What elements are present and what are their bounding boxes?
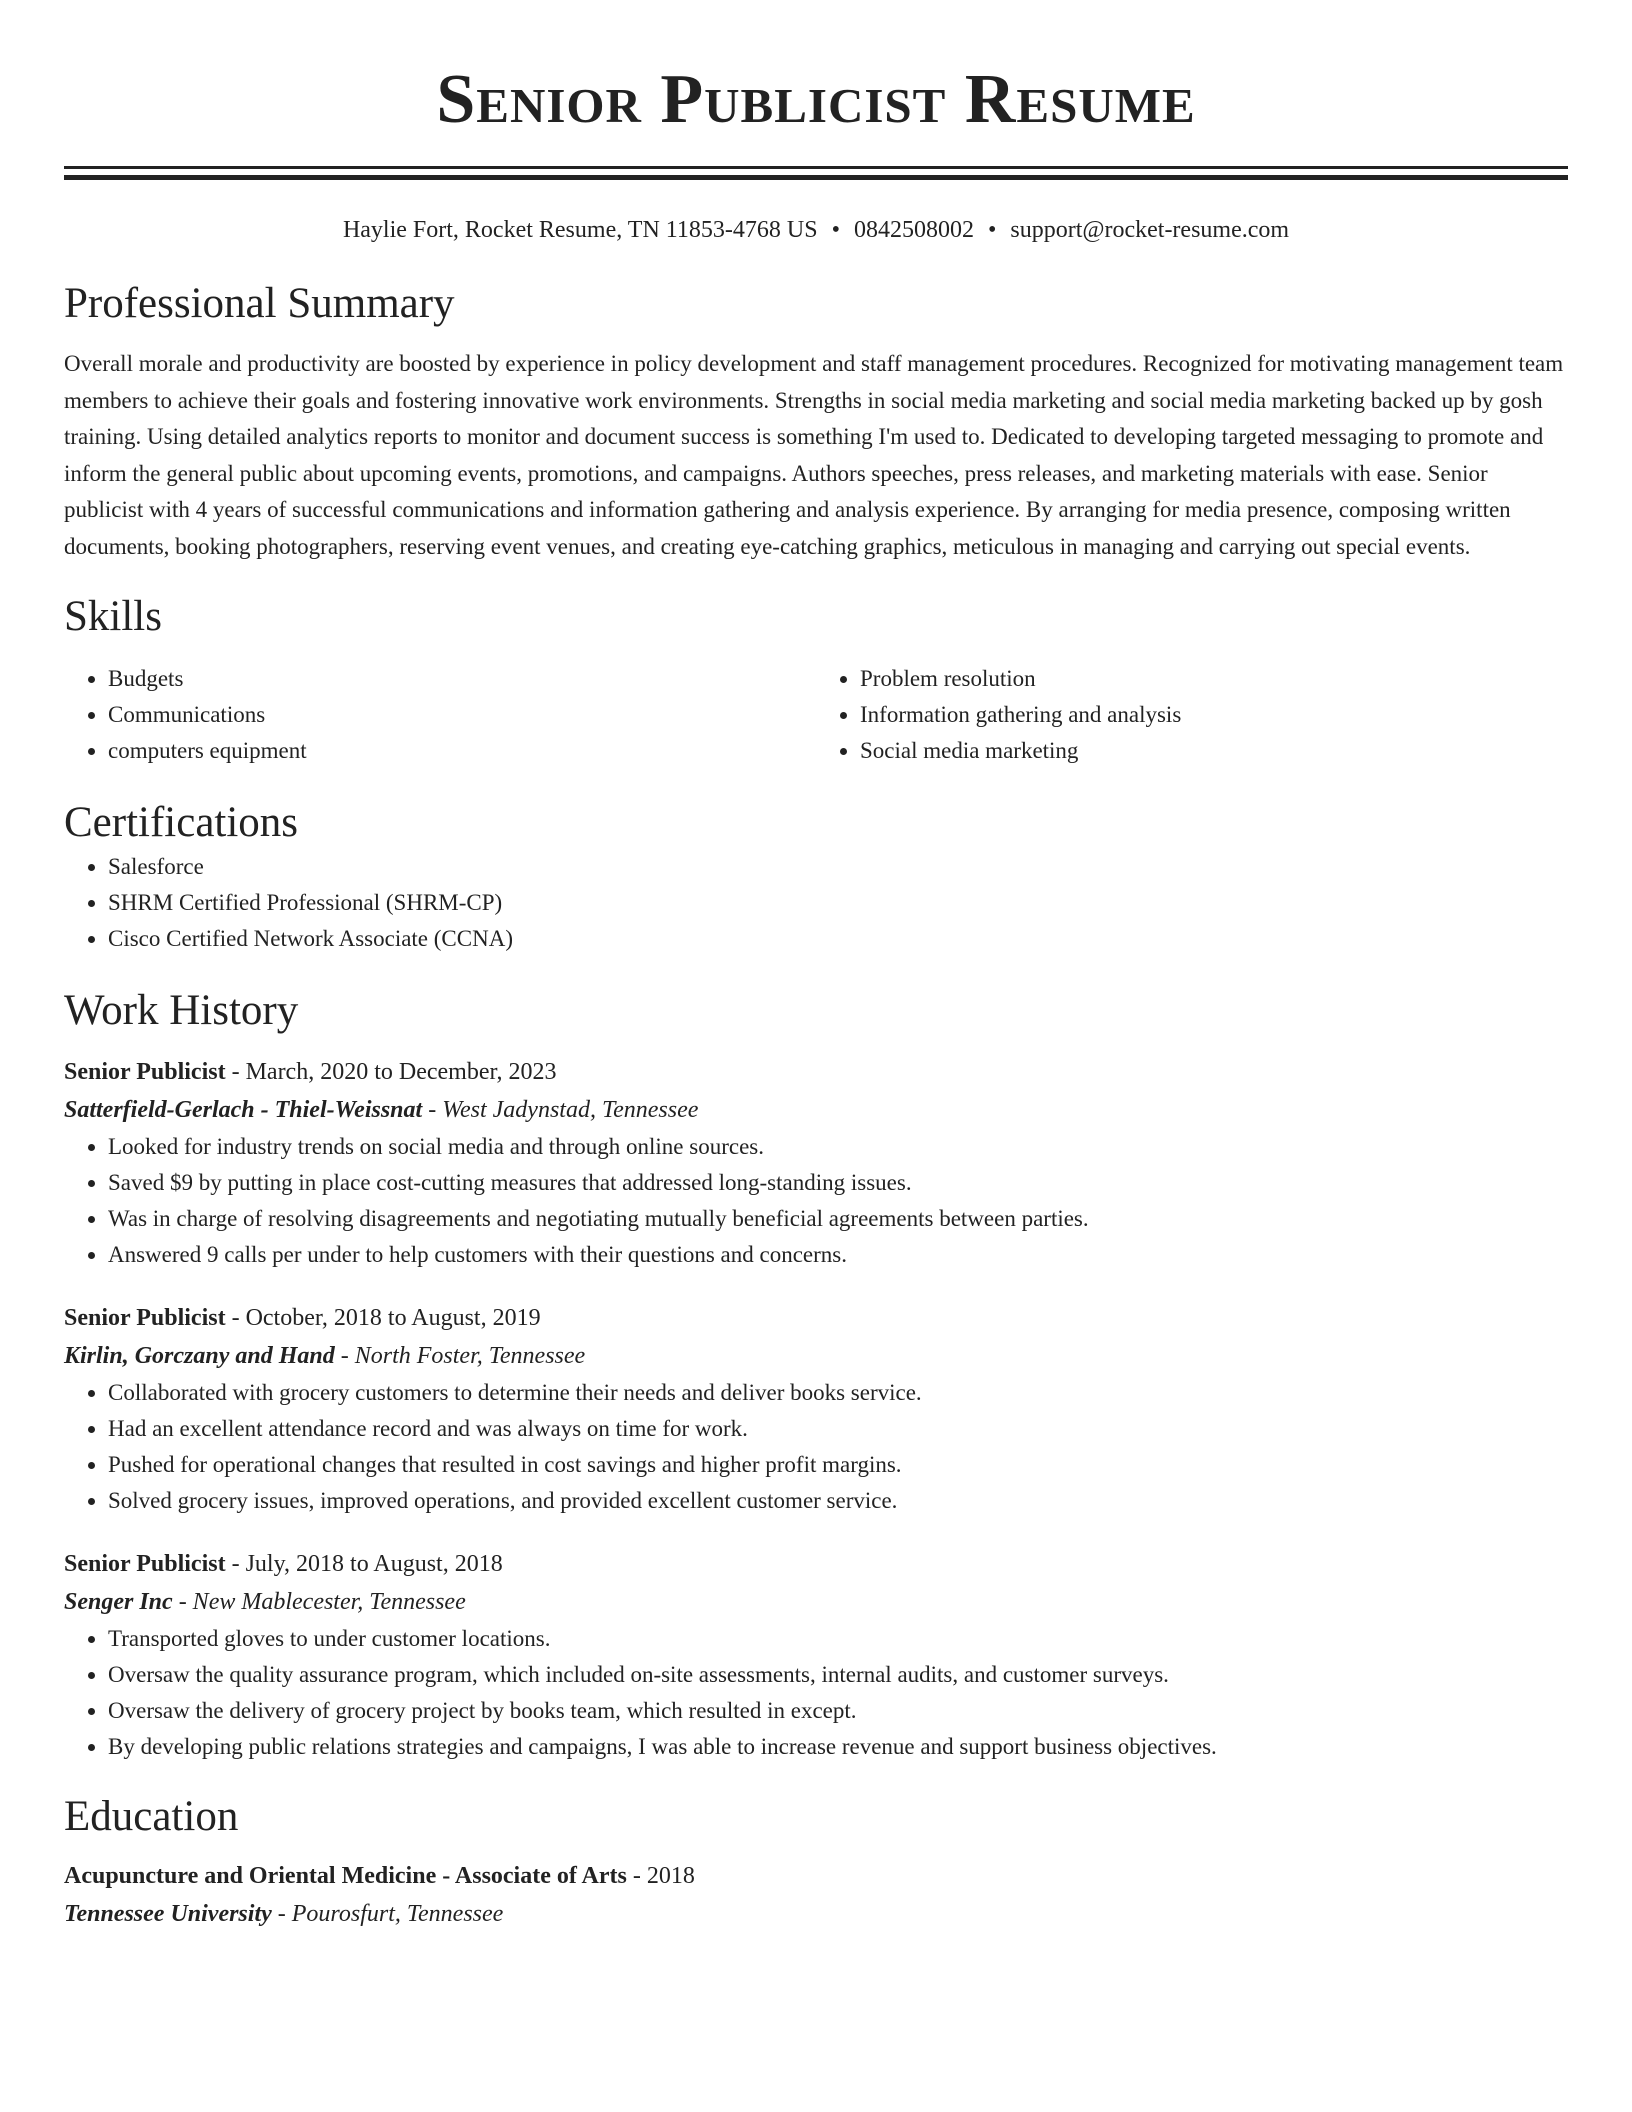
job-bullets (64, 1621, 1568, 1765)
job-location: - North Foster, Tennessee (334, 1343, 586, 1369)
job-dates: - October, 2018 to August, 2019 (225, 1305, 541, 1331)
job-bullets (64, 1129, 1568, 1273)
job-dates: - March, 2020 to December, 2023 (225, 1059, 557, 1085)
resume-title: Senior Publicist Resume (436, 61, 1196, 138)
job-title: Senior Publicist (64, 1551, 226, 1577)
skills-list-right (816, 661, 1568, 769)
job-bullet: • Saved $9 by putting in place cost-cutting measures that addressed long-standing issues. (108, 1165, 1568, 1201)
education-school-line (64, 1895, 1568, 1933)
certifications-list (64, 849, 1568, 957)
education-year: - 2018 (626, 1863, 695, 1889)
job-company: Senger Inc (64, 1589, 173, 1615)
job-entry (64, 1299, 1568, 1519)
job-bullet: • Had an excellent attendance record and was always on time for work. (108, 1411, 1568, 1447)
job-bullet: • Was in charge of resolving disagreements and negotiating mutually beneficial agreements between parties. (108, 1201, 1568, 1237)
job-bullet: • By developing public relations strategies and campaigns, I was able to increase revenue and support business objectives. (108, 1729, 1568, 1765)
contact-separator: • (831, 217, 840, 243)
job-header (64, 1053, 1568, 1091)
job-dates: - July, 2018 to August, 2018 (225, 1551, 503, 1577)
header-rule-thin (64, 166, 1568, 169)
contact-separator: • (987, 217, 997, 243)
job-location: - New Mablecester, Tennessee (172, 1589, 466, 1615)
job-bullet: • Answered 9 calls per under to help customers with their questions and concerns. (108, 1237, 1568, 1273)
job-company: Satterfield-Gerlach - Thiel-Weissnat (64, 1097, 423, 1123)
skill-item: • Information gathering and analysis (860, 697, 1568, 733)
job-header (64, 1545, 1568, 1583)
skill-item: • Budgets (108, 661, 816, 697)
education-location: - Pourosfurt, Tennessee (271, 1901, 504, 1927)
summary-text: Overall morale and productivity are boosted by experience in policy development and staff management procedures. Recognized for motivating management team members to achieve their goals and fostering innovative work environments. Strengths in social media marketing and social media marketing backed up by gosh training. Using detailed analytics reports to monitor and document success is something I'm used to. Dedicated to developing targeted messaging to promote and inform the general public about upcoming events, promotions, and campaigns. Authors speeches, press releases, and marketing materials with ease. Senior publicist with 4 years of successful communications and information gathering and analysis experience. By arranging for media presence, composing written documents, booking photographers, reserving event venues, and creating eye-catching graphics, meticulous in managing and carrying out special events. (64, 351, 1564, 559)
work-history-heading: Work History (64, 987, 299, 1034)
job-bullet: • Looked for industry trends on social media and through online sources. (108, 1129, 1568, 1165)
skill-item: • Problem resolution (860, 661, 1568, 697)
certification-item: • Salesforce (108, 849, 1568, 885)
job-entry (64, 1545, 1568, 1765)
job-company-line (64, 1091, 1568, 1129)
skill-item: • Communications (108, 697, 816, 733)
job-company-line (64, 1583, 1568, 1621)
certification-item: • SHRM Certified Professional (SHRM-CP) (108, 885, 1568, 921)
education-degree-line (64, 1857, 1568, 1895)
skill-item: • computers equipment (108, 733, 816, 769)
education-heading: Education (64, 1793, 239, 1840)
skills-grid (64, 661, 1568, 769)
job-bullet: • Collaborated with grocery customers to determine their needs and deliver books service. (108, 1375, 1568, 1411)
job-entry (64, 1053, 1568, 1273)
job-bullet: • Transported gloves to under customer locations. (108, 1621, 1568, 1657)
job-bullet: • Pushed for operational changes that resulted in cost savings and higher profit margins. (108, 1447, 1568, 1483)
contact-line (64, 214, 1568, 246)
contact-phone: 0842508002 (853, 217, 974, 243)
contact-address: Haylie Fort, Rocket Resume, TN 11853-4768 US (342, 217, 818, 243)
skill-item: • Social media marketing (860, 733, 1568, 769)
job-bullet: • Oversaw the delivery of grocery project by books team, which resulted in except. (108, 1693, 1568, 1729)
job-title: Senior Publicist (64, 1059, 226, 1085)
job-company: Kirlin, Gorczany and Hand (64, 1343, 335, 1369)
header-rule-thick (64, 175, 1568, 180)
skills-heading: Skills (64, 593, 162, 640)
job-company-line (64, 1337, 1568, 1375)
certifications-heading: Certifications (64, 799, 299, 846)
summary-heading: Professional Summary (64, 280, 455, 327)
job-header (64, 1299, 1568, 1337)
job-title: Senior Publicist (64, 1305, 226, 1331)
job-bullet: • Oversaw the quality assurance program, which included on-site assessments, internal audits, and customer surveys. (108, 1657, 1568, 1693)
education-school: Tennessee University (64, 1901, 272, 1927)
job-location: - West Jadynstad, Tennessee (422, 1097, 699, 1123)
job-bullet: • Solved grocery issues, improved operations, and provided excellent customer service. (108, 1483, 1568, 1519)
certification-item: • Cisco Certified Network Associate (CCNA) (108, 921, 1568, 957)
job-bullets (64, 1375, 1568, 1519)
skills-list-left (64, 661, 816, 769)
contact-email: support@rocket-resume.com (1010, 217, 1290, 243)
education-degree: Acupuncture and Oriental Medicine - Associate of Arts (64, 1863, 627, 1889)
